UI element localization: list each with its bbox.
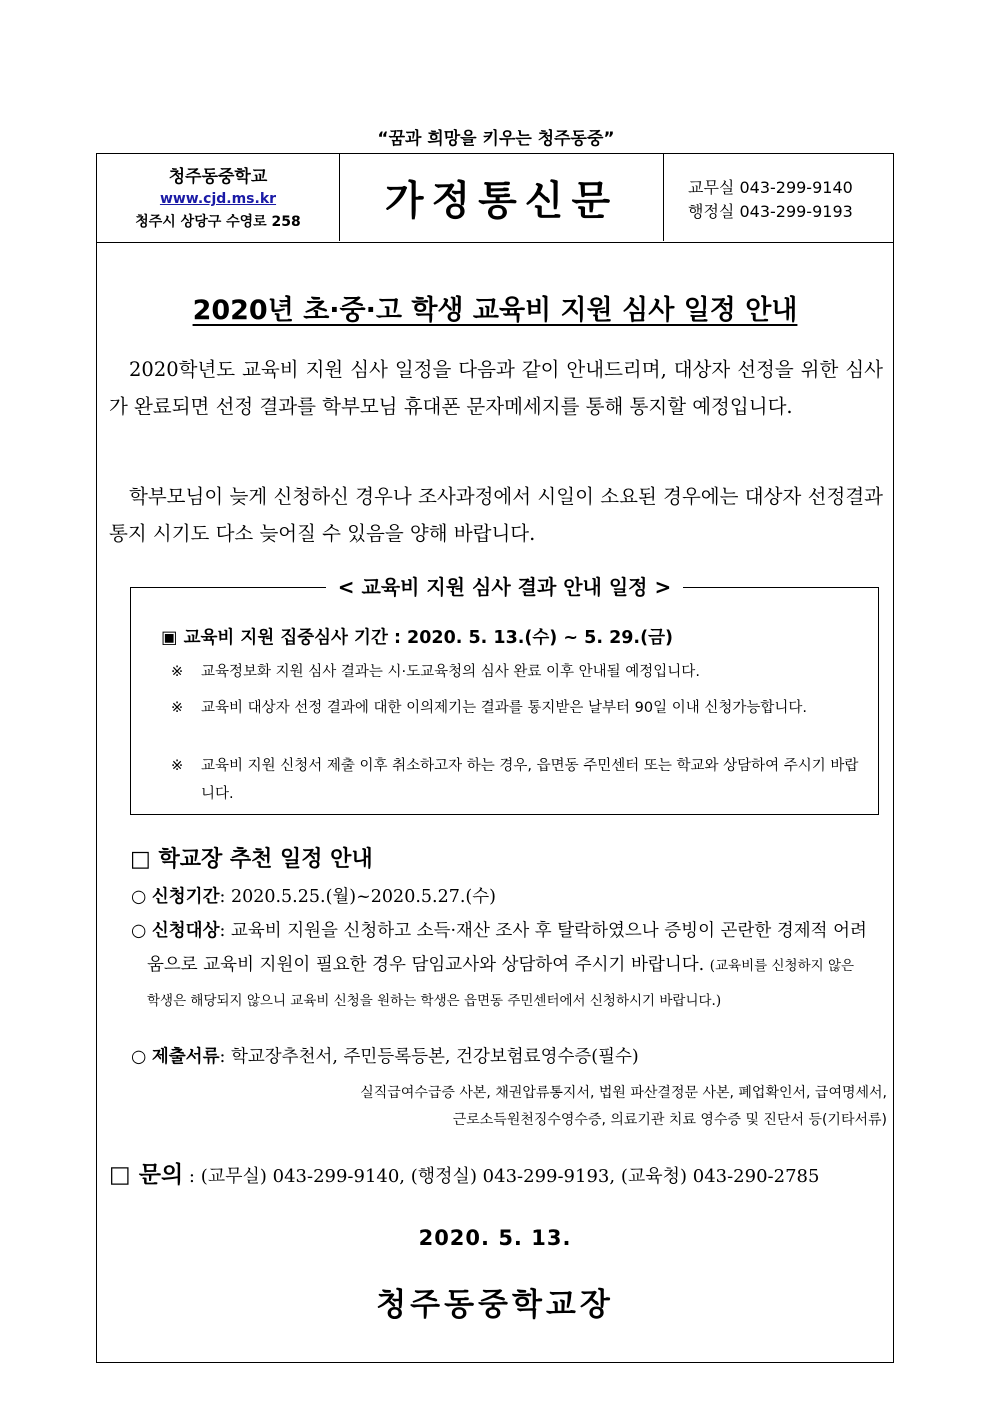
school-info [97,154,340,241]
other-docs-2: 근로소득원천징수영수증, 의료기관 치료 영수증 및 진단서 등(기타서류) [452,1112,887,1128]
schedule-note: ※ 교육정보화 지원 심사 결과는 시·도교육청의 심사 완료 이후 안내될 예정입니다. [171,658,871,686]
reference-mark: ※ [171,758,184,774]
letterhead [97,154,893,243]
contact-phones [664,154,893,241]
school-address: 청주시 상당구 수영로 258 [135,214,301,230]
schedule-note: ※ 교육비 대상자 선정 결과에 대한 이의제기는 결과를 통지받은 날부터 90일 이내 신청가능합니다. [171,694,871,722]
phone-admin: 행정실 043-299-9193 [688,202,853,221]
notice-title: 2020년 초·중·고 학생 교육비 지원 심사 일정 안내 [192,295,798,326]
motto: “꿈과 희망을 키우는 청주동중” [377,129,615,149]
principal-signature: 청주동중학교장 [376,1287,614,1323]
review-period: ▣ 교육비 지원 집중심사 기간 : 2020. 5. 13.(수) ~ 5. 29.(금) [161,628,673,648]
issue-date: 2020. 5. 13. [418,1226,572,1250]
other-docs-1: 실직급여수급증 사본, 채권압류통지서, 법원 파산결정문 사본, 폐업확인서, 급여명세서, [360,1085,887,1101]
required-docs: ○ 제출서류: 학교장추천서, 주민등록등본, 건강보험료영수증(필수) [131,1047,639,1067]
reference-mark: ※ [171,700,184,716]
reference-mark: ※ [171,664,184,680]
schedule-note: ※ 교육비 지원 신청서 제출 이후 취소하고자 하는 경우, 읍면동 주민센터 또는 학교와 상담하여 주시기 바랍니다. [171,752,871,808]
paragraph-1: 2020학년도 교육비 지원 심사 일정을 다음과 같이 안내드리며, 대상자 선정을 위한 심사가 완료되면 선정 결과를 학부모님 휴대폰 문자메세지를 통해 통지할 예정입니다. [109,358,883,418]
inquiry-label: □ 문의 [109,1162,184,1188]
apply-period: ○ 신청기간: 2020.5.25.(월)~2020.5.27.(수) [131,887,496,907]
paragraph-2: 학부모님이 늦게 신청하신 경우나 조사과정에서 시일이 소요된 경우에는 대상자 선정결과 통지 시기도 다소 늦어질 수 있음을 양해 바랍니다. [109,485,883,545]
schedule-title: < 교육비 지원 심사 결과 안내 일정 > [131,571,878,600]
schedule-box [130,575,879,815]
apply-target: ○ 신청대상: 교육비 지원을 신청하고 소득·재산 조사 후 탈락하였으나 증빙이 곤란한 경제적 어려움으로 교육비 지원이 필요한 경우 담임교사와 상담하여 주시기 바랍니다. (교육비를 신청하지 않은 학생은 해당되지 않으니 교육비 신청을 원하는 학생은 읍면동 주민센터에서 신청하시기 바랍니다.) [131,921,867,1009]
phone-office: 교무실 043-299-9140 [688,178,853,197]
document-frame [96,153,894,1363]
newsletter-title: 가정통신문 [340,154,664,241]
school-website-link[interactable]: www.cjd.ms.kr [159,191,277,207]
inquiry-phones: : (교무실) 043-299-9140, (행정실) 043-299-9193, (교육청) 043-290-2785 [183,1166,820,1187]
inquiry [109,1156,819,1189]
recommend-heading: □ 학교장 추천 일정 안내 [130,847,373,872]
school-name: 청주동중학교 [168,167,268,187]
target-note: (교육비를 신청하지 않은 학생은 해당되지 않으니 교육비 신청을 원하는 학생은 읍면동 주민센터에서 신청하시기 바랍니다.) [147,958,855,1009]
